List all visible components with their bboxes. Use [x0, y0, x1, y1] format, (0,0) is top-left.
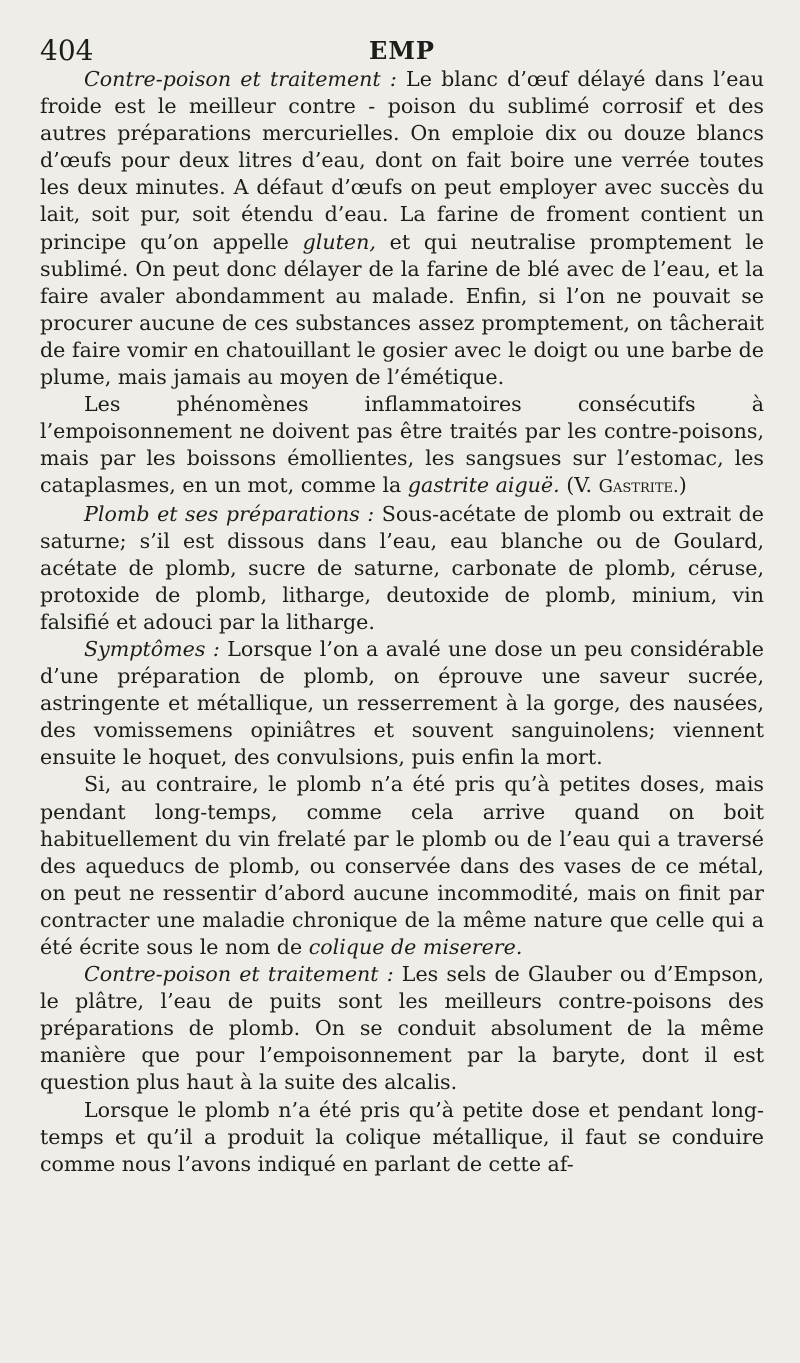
running-head: EMP — [369, 36, 435, 65]
paragraph-lead: Plomb et ses préparations : — [84, 501, 375, 526]
paragraph-inflammatory: Les phénomènes inflammatoires consécutifs à l’empoisonnement ne doivent pas être traités par les contre-poisons, mais par les boissons émollientes, les sangsues sur l’estomac, les cataplasmes, en un mot, comme la gastrite aiguë. (V. Gastrite.) — [40, 392, 764, 498]
paragraph-colic: Lorsque le plomb n’a été pris qu’à petite dose et pendant long-temps et qu’il a produit la colique métallique, il faut se conduire comme nous l’avons indiqué en parlant de cette af- — [40, 1097, 764, 1176]
paragraph-chronic: Si, au contraire, le plomb n’a été pris qu’à petites doses, mais pendant long-temps, comme cela arrive quand on boit habituellement du vin frelaté par le plomb ou de l’eau qui a traversé des aqueducs de plomb, ou conservée dans des vases de ce métal, on peut ne ressentir d’abord aucune incommodité, mais on finit par contracter une maladie chronique de la même nature que celle qui a été écrite sous le nom de colique de miserere. — [40, 772, 764, 959]
page-header — [40, 28, 764, 66]
paragraph-lead: Contre-poison et traitement : — [84, 67, 397, 91]
paragraph-symptoms: Symptômes : Lorsque l’on a avalé une dose un peu considérable d’une préparation de plomb, on éprouve une saveur sucrée, astringente et métallique, un resserrement à la gorge, des nausées, des vomissemens opiniâtres et souvent sanguinolens; viennent ensuite le hoquet, des convulsions, puis enfin la mort. — [40, 636, 764, 770]
paragraph-lead: Symptômes : — [84, 636, 220, 661]
page-body — [40, 66, 764, 1178]
paragraph-lead: Contre-poison et traitement : — [84, 962, 394, 987]
paragraph-antidote-mercury: Contre-poison et traitement : Le blanc d’œuf délayé dans l’eau froide est le meilleur contre - poison du sublimé corrosif et des autres préparations mercurielles. On emploie dix ou douze blancs d’œufs pour deux litres d’eau, dont on fait boire une verrée toutes les deux minutes. A défaut d’œufs on peut employer avec succès du lait, soit pur, soit étendu d’eau. La farine de froment contient un principe qu’on appelle gluten, et qui neutralise promptement le sublimé. On peut donc délayer de la farine de blé avec de l’eau, et la faire avaler abondamment au malade. Enfin, si l’on ne pouvait se procurer aucune de ces substances assez promptement, on tâcherait de faire vomir en chatouillant le gosier avec le doigt ou une barbe de plume, mais jamais au moyen de l’émétique. — [40, 67, 764, 390]
paragraph-antidote-lead: Contre-poison et traitement : Les sels de Glauber ou d’Empson, le plâtre, l’eau de puits sont les meilleurs contre-poisons des préparations de plomb. On se conduit absolument de la même manière que pour l’empoisonnement par la baryte, dont il est question plus haut à la suite des alcalis. — [40, 962, 764, 1095]
page-number: 404 — [40, 34, 94, 67]
paragraph-lead-preparations: Plomb et ses préparations : Sous-acétate de plomb ou extrait de saturne; s’il est dissous dans l’eau, eau blanche ou de Goulard, acétate de plomb, sucre de saturne, carbonate de plomb, céruse, protoxide de plomb, litharge, deutoxide de plomb, minium, vin falsifié et adouci par la litharge. — [40, 501, 764, 634]
